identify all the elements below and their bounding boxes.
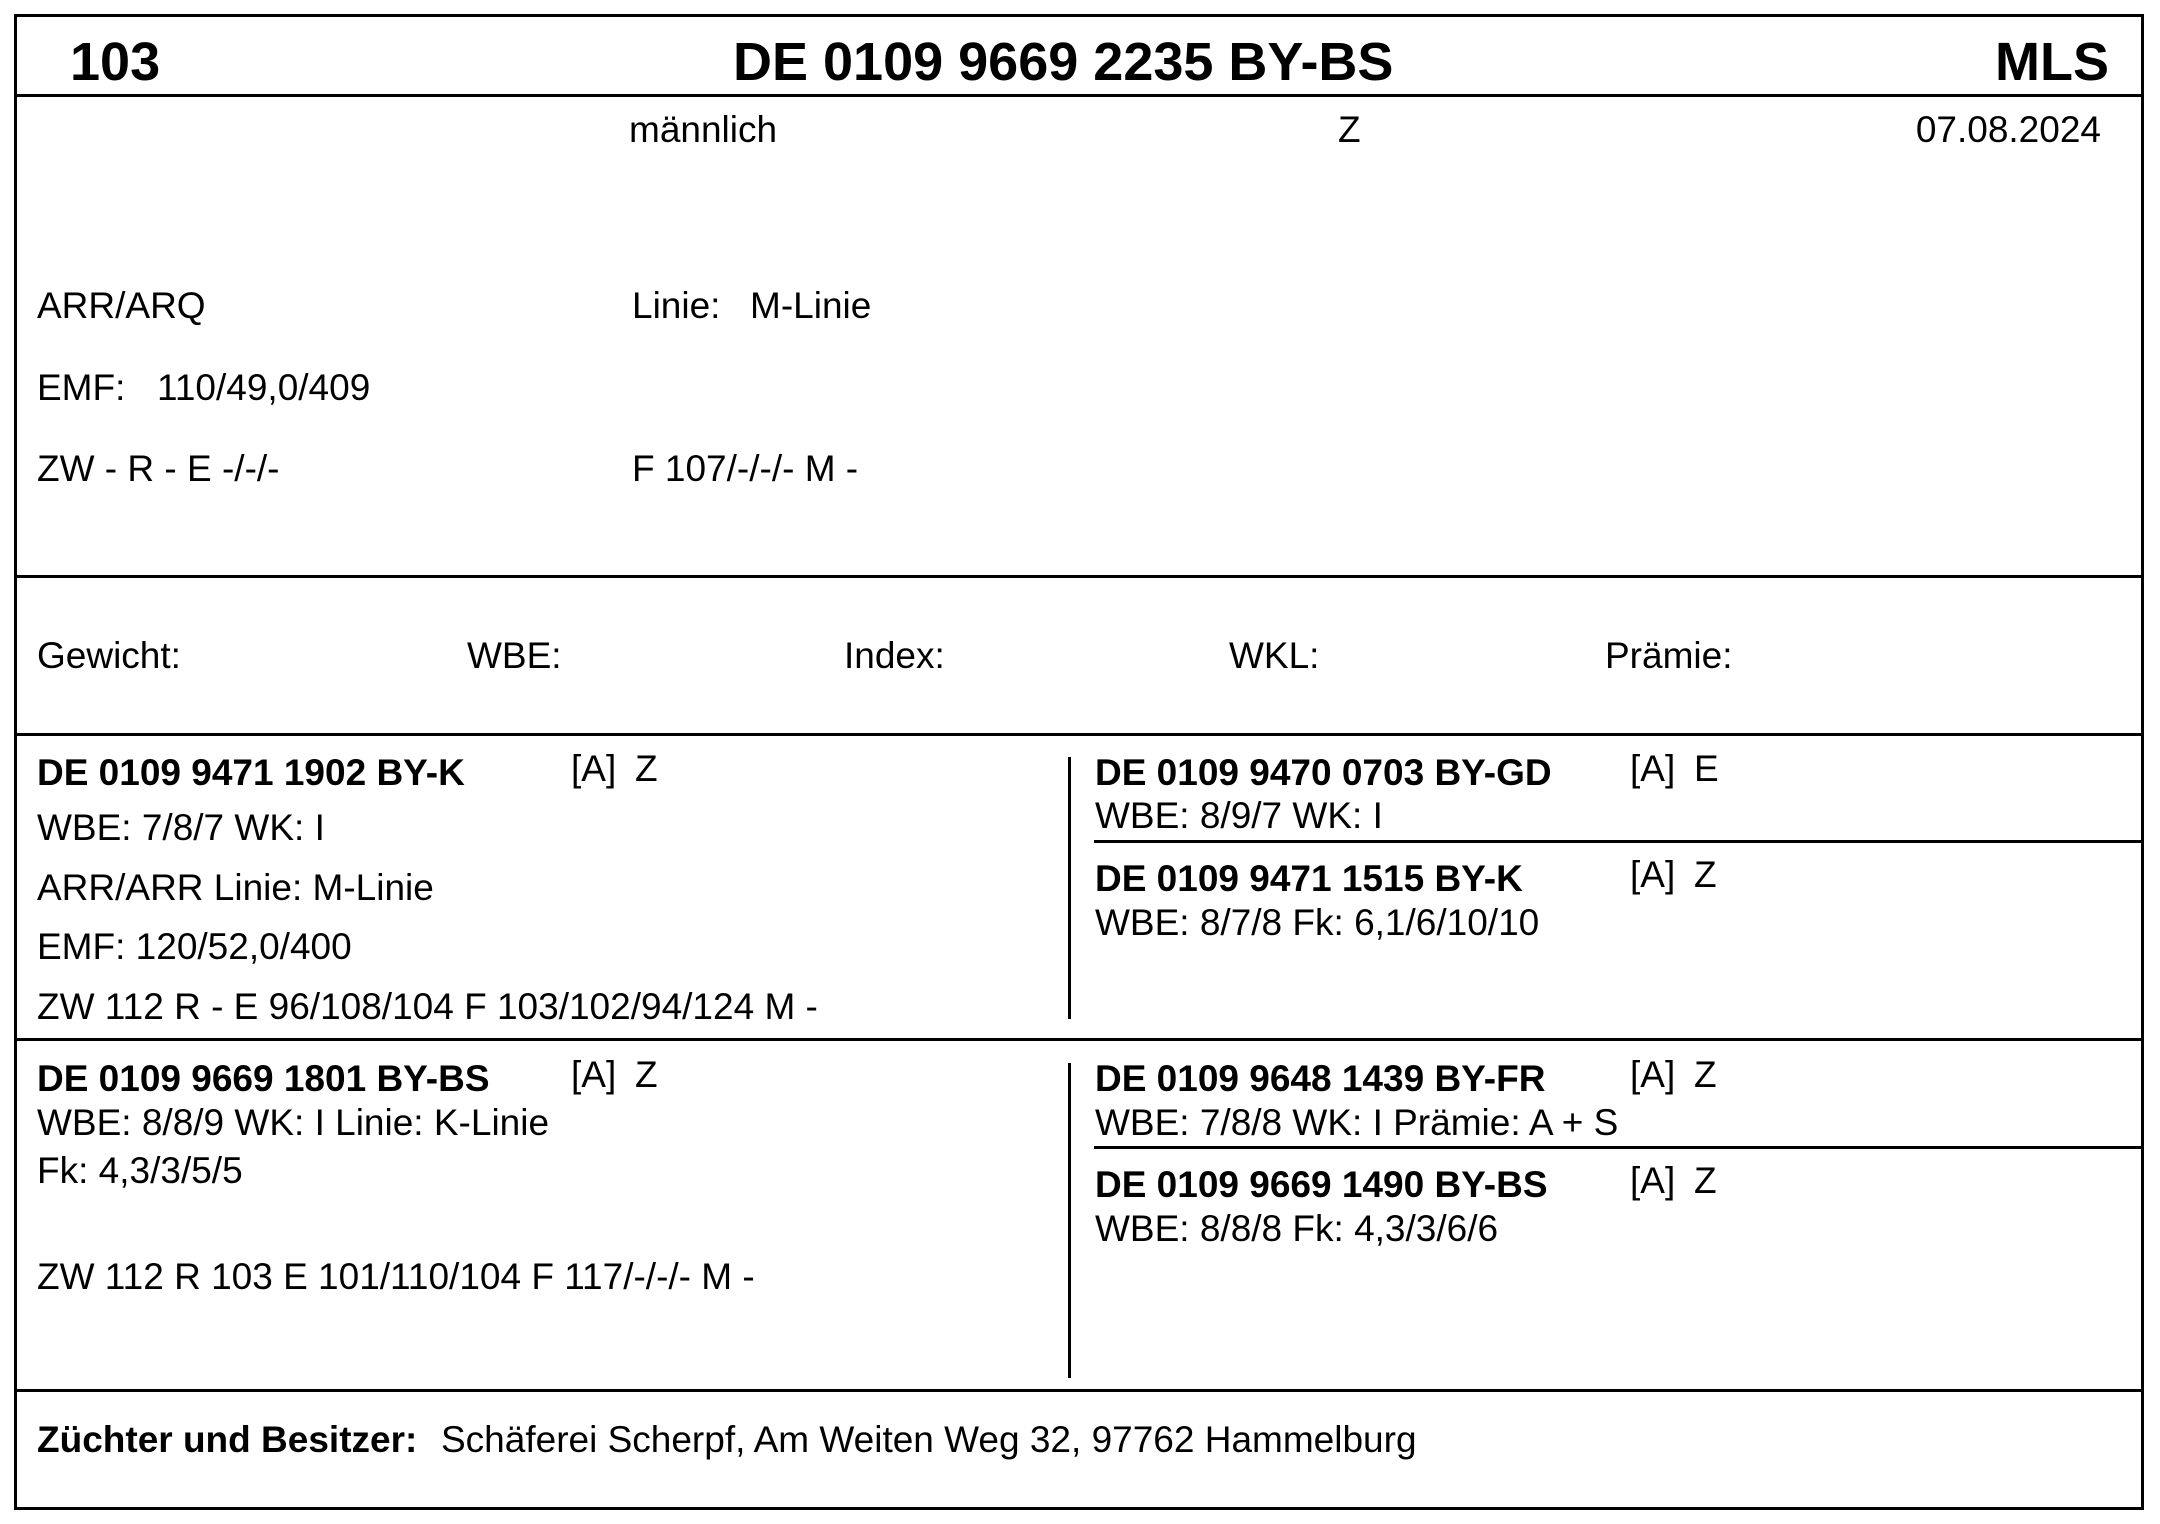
line-label: Linie:	[632, 285, 721, 326]
mother-id: DE 0109 9669 1801 BY-BS	[37, 1058, 490, 1099]
father-line4: ZW 112 R - E 96/108/104 F 103/102/94/124 M -	[37, 986, 818, 1027]
wkl-label: WKL:	[1229, 635, 1320, 676]
line-value: M-Linie	[750, 285, 872, 326]
father-id: DE 0109 9471 1902 BY-K	[37, 752, 465, 793]
rating-divider	[17, 733, 2141, 736]
father-mother-line1: WBE: 8/7/8 Fk: 6,1/6/10/10	[1095, 902, 1540, 943]
father-father-code: E	[1694, 748, 1719, 789]
father-father-line1: WBE: 8/9/7 WK: I	[1095, 795, 1383, 836]
emf-value: 110/49,0/409	[157, 367, 371, 408]
breed-code: MLS	[1995, 32, 2109, 92]
mother-line1: WBE: 8/8/9 WK: I Linie: K-Linie	[37, 1102, 550, 1143]
father-line3: EMF: 120/52,0/400	[37, 926, 352, 967]
breeder-value: Schäferei Scherpf, Am Weiten Weg 32, 97762 Hammelburg	[441, 1419, 1417, 1460]
mother-mother-line1: WBE: 8/8/8 Fk: 4,3/3/6/6	[1095, 1208, 1499, 1249]
mother-mother-code: Z	[1694, 1160, 1717, 1201]
header-divider	[17, 94, 2141, 97]
breeder-label: Züchter und Besitzer:	[37, 1419, 418, 1460]
father-mother-code: Z	[1694, 854, 1717, 895]
mother-line3: ZW 112 R 103 E 101/110/104 F 117/-/-/- M -	[37, 1256, 755, 1297]
mother-mother-id: DE 0109 9669 1490 BY-BS	[1095, 1164, 1548, 1205]
father-father-flag: [A]	[1630, 748, 1676, 789]
info-code: Z	[1338, 109, 1361, 150]
father-mother-section-divider	[17, 1038, 2141, 1041]
catalog-card	[14, 14, 2144, 1510]
index-label: Index:	[844, 635, 945, 676]
info-divider	[17, 575, 2141, 578]
f-text: F 107/-/-/- M -	[632, 448, 859, 489]
father-flag: [A]	[571, 748, 617, 789]
father-mother-flag: [A]	[1630, 854, 1676, 895]
premium-label: Prämie:	[1605, 635, 1733, 676]
genotype: ARR/ARQ	[37, 285, 206, 326]
mother-father-id: DE 0109 9648 1439 BY-FR	[1095, 1058, 1546, 1099]
mother-code: Z	[635, 1054, 658, 1095]
father-parents-divider	[1094, 840, 2141, 843]
footer-divider	[17, 1389, 2141, 1392]
date: 07.08.2024	[1915, 109, 2101, 150]
zw-text: ZW - R - E -/-/-	[37, 448, 280, 489]
weight-label: Gewicht:	[37, 635, 181, 676]
father-line2: ARR/ARR Linie: M-Linie	[37, 867, 434, 908]
sex: männlich	[629, 109, 778, 150]
emf-label: EMF:	[37, 367, 126, 408]
ear-tag-title: DE 0109 9669 2235 BY-BS	[733, 32, 1394, 92]
father-code: Z	[635, 748, 658, 789]
father-column-divider	[1068, 757, 1071, 1019]
mother-flag: [A]	[571, 1054, 617, 1095]
mother-mother-flag: [A]	[1630, 1160, 1676, 1201]
catalog-number: 103	[70, 32, 161, 92]
father-line1: WBE: 7/8/7 WK: I	[37, 807, 325, 848]
mother-column-divider	[1068, 1063, 1071, 1378]
mother-father-code: Z	[1694, 1054, 1717, 1095]
mother-father-flag: [A]	[1630, 1054, 1676, 1095]
mother-parents-divider	[1094, 1146, 2141, 1149]
mother-father-line1: WBE: 7/8/8 WK: I Prämie: A + S	[1095, 1102, 1619, 1143]
mother-line2: Fk: 4,3/3/5/5	[37, 1150, 243, 1191]
father-mother-id: DE 0109 9471 1515 BY-K	[1095, 858, 1523, 899]
father-father-id: DE 0109 9470 0703 BY-GD	[1095, 752, 1552, 793]
wbe-label: WBE:	[467, 635, 562, 676]
